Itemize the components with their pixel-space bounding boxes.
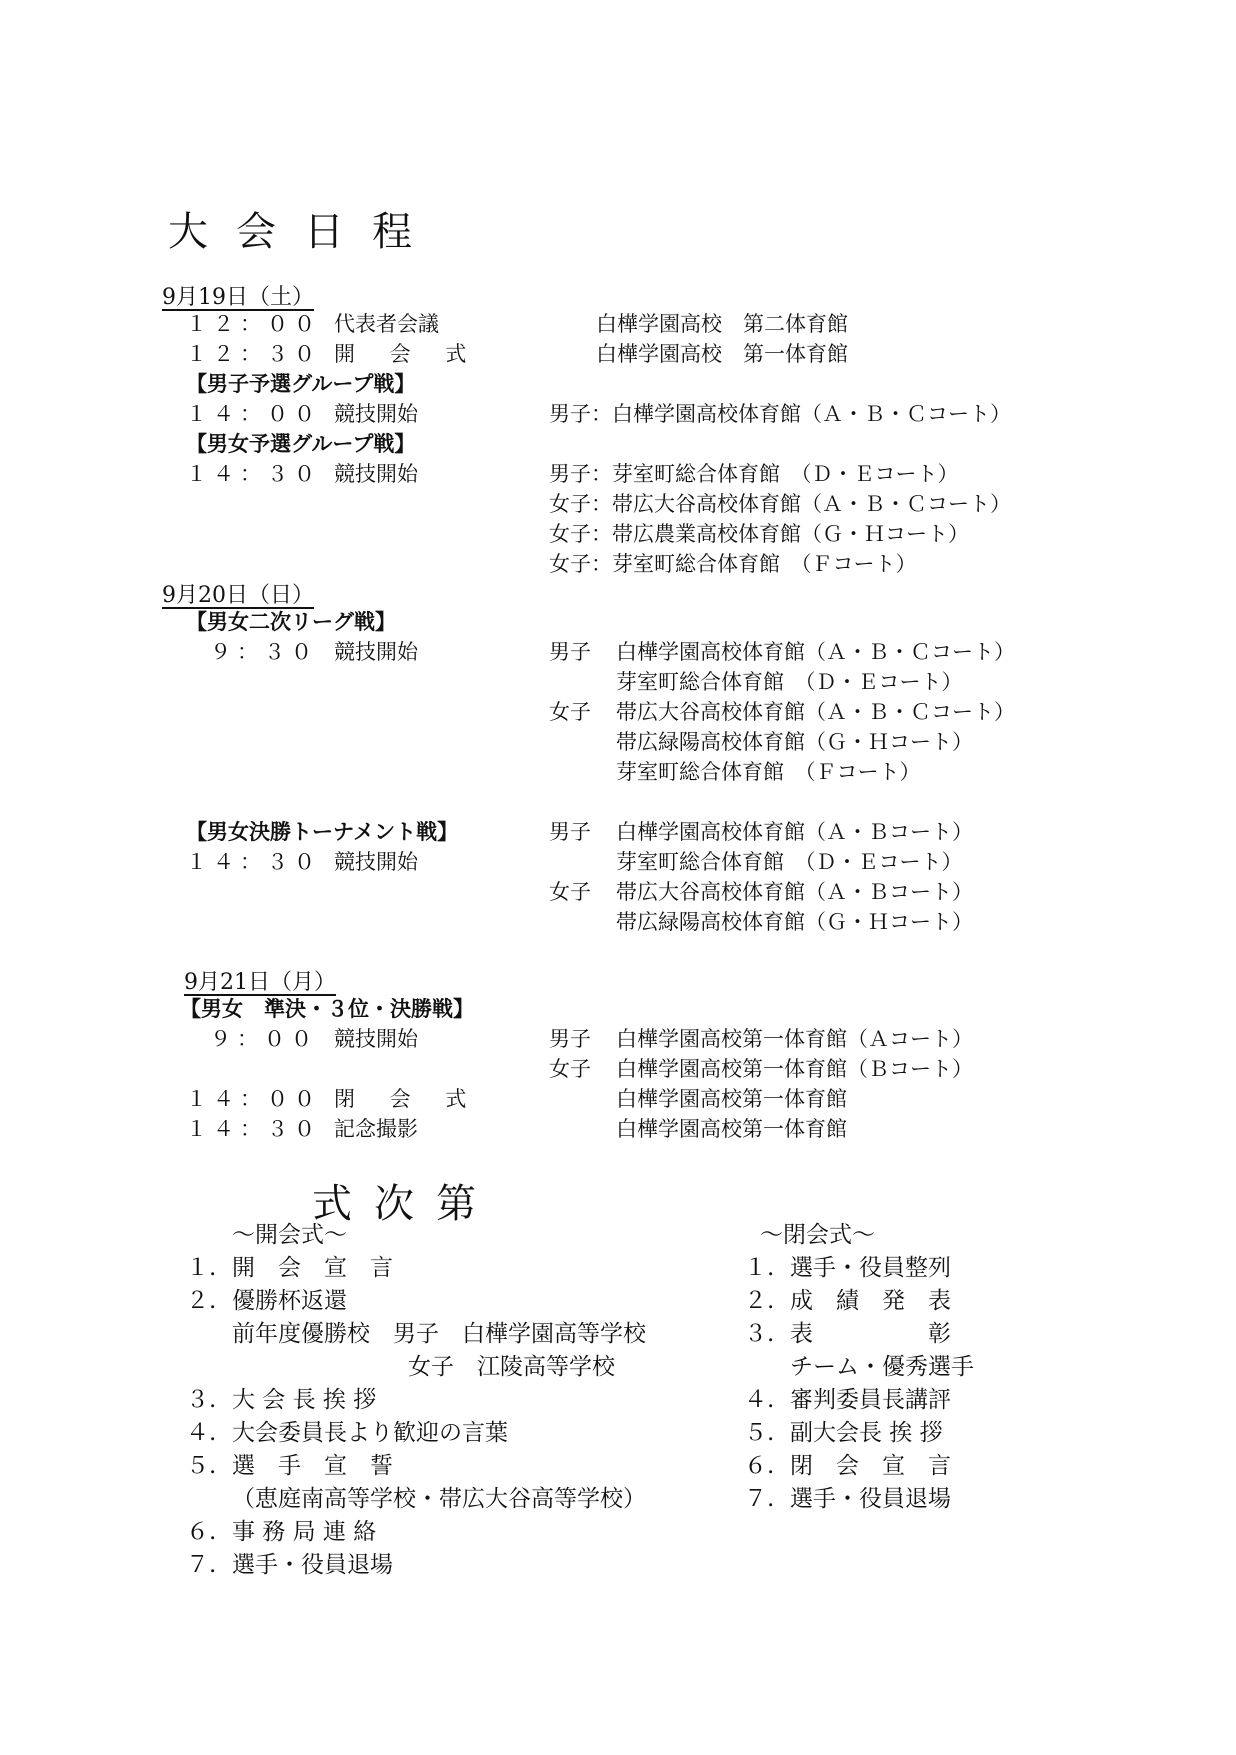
closing-heading: ～閉会式～ bbox=[760, 1222, 875, 1248]
closing-item: ７. 選手・役員退場 bbox=[744, 1486, 951, 1512]
section-heading: 【男女 準決・３位・決勝戦】 bbox=[180, 996, 474, 1021]
section-heading: 【男子予選グループ戦】 bbox=[186, 371, 416, 396]
event: 競技開始 bbox=[334, 1027, 418, 1051]
opening-item: ５. 選 手 宣 誓 bbox=[186, 1453, 393, 1479]
venue: 白樺学園高校第一体育館 bbox=[616, 1117, 847, 1141]
time: １４：３０ bbox=[186, 462, 321, 486]
venue: 白樺学園高校第一体育館 bbox=[616, 1087, 847, 1111]
venue-row: 女子：芽室町総合体育館 （Ｆコート） bbox=[549, 552, 917, 576]
section-heading: 【男女二次リーグ戦】 bbox=[186, 609, 396, 634]
venue-row: 女子：帯広農業高校体育館（Ｇ・Ｈコート） bbox=[549, 522, 969, 546]
section-heading: 【男女予選グループ戦】 bbox=[186, 431, 416, 456]
closing-item: １. 選手・役員整列 bbox=[744, 1255, 951, 1281]
venue: 帯広大谷高校体育館（Ａ・Ｂ・Ｃコート） bbox=[616, 700, 1015, 724]
gender: 男子 bbox=[549, 640, 591, 664]
opening-item: ７. 選手・役員退場 bbox=[186, 1552, 393, 1578]
gender: 男子 bbox=[549, 820, 591, 844]
event: 競技開始 bbox=[334, 402, 418, 426]
event: 競技開始 bbox=[334, 640, 418, 664]
event: 開 会 式 bbox=[334, 342, 481, 366]
venue-row: 帯広緑陽高校体育館（Ｇ・Ｈコート） bbox=[616, 910, 973, 934]
closing-item: ２. 成 績 発 表 bbox=[744, 1288, 951, 1314]
opening-item: ４. 大会委員長より歓迎の言葉 bbox=[186, 1420, 508, 1446]
venue: 帯広大谷高校体育館（Ａ・Ｂコート） bbox=[616, 880, 973, 904]
time: １２：３０ bbox=[186, 342, 321, 366]
venue: 白樺学園高校第一体育館（Ａコート） bbox=[616, 1027, 973, 1051]
event: 競技開始 bbox=[334, 462, 418, 486]
venue-row: 芽室町総合体育館 （Ｄ・Ｅコート） bbox=[616, 670, 963, 694]
closing-item: チーム・優秀選手 bbox=[790, 1354, 974, 1380]
opening-item: １. 開 会 宣 言 bbox=[186, 1255, 393, 1281]
opening-item: 前年度優勝校 男子 白樺学園高等学校 bbox=[232, 1321, 646, 1347]
event: 記念撮影 bbox=[334, 1117, 418, 1141]
opening-item: ６. 事 務 局 連 絡 bbox=[186, 1519, 377, 1545]
gender: 女子 bbox=[549, 1057, 591, 1081]
time: ９：３０ bbox=[210, 640, 318, 664]
closing-item: ６. 閉 会 宣 言 bbox=[744, 1453, 951, 1479]
venue: 白樺学園高校体育館（Ａ・Ｂコート） bbox=[616, 820, 973, 844]
closing-item: ４. 審判委員長講評 bbox=[744, 1387, 951, 1413]
section-heading: 【男女決勝トーナメント戦】 bbox=[186, 819, 459, 844]
ceremony-title: 式次第 bbox=[312, 1181, 498, 1227]
time: ９：００ bbox=[210, 1027, 318, 1051]
venue: 白樺学園高校 第二体育館 bbox=[596, 312, 848, 336]
opening-item: ３. 大 会 長 挨 拶 bbox=[186, 1387, 377, 1413]
venue: 芽室町総合体育館 （Ｄ・Ｅコート） bbox=[616, 850, 963, 874]
closing-item: ５. 副大会長 挨 拶 bbox=[744, 1420, 943, 1446]
venue: 白樺学園高校 第一体育館 bbox=[596, 342, 848, 366]
venue: 白樺学園高校体育館（Ａ・Ｂ・Ｃコート） bbox=[616, 640, 1015, 664]
day-heading-2: 9月20日（日） bbox=[162, 583, 314, 608]
time: １４：３０ bbox=[186, 850, 321, 874]
opening-item: （恵庭南高等学校・帯広大谷高等学校） bbox=[232, 1486, 646, 1512]
venue-row: 女子：帯広大谷高校体育館（Ａ・Ｂ・Ｃコート） bbox=[549, 492, 1011, 516]
venue: 白樺学園高校第一体育館（Ｂコート） bbox=[616, 1057, 973, 1081]
time: １４：００ bbox=[186, 402, 321, 426]
page-title: 大会日程 bbox=[168, 209, 440, 255]
gender: 女子 bbox=[549, 700, 591, 724]
venue: 男子：芽室町総合体育館 （Ｄ・Ｅコート） bbox=[549, 462, 959, 486]
opening-item: ２. 優勝杯返還 bbox=[186, 1288, 347, 1314]
event: 閉 会 式 bbox=[334, 1087, 481, 1111]
day-heading-3: 9月21日（月） bbox=[184, 970, 336, 995]
time: １４：３０ bbox=[186, 1117, 321, 1141]
closing-item: ３. 表 彰 bbox=[744, 1321, 951, 1347]
gender: 女子 bbox=[549, 880, 591, 904]
opening-item: 女子 江陵高等学校 bbox=[408, 1354, 615, 1380]
venue: 男子：白樺学園高校体育館（Ａ・Ｂ・Ｃコート） bbox=[549, 402, 1011, 426]
event: 代表者会議 bbox=[334, 312, 439, 336]
time: １４：００ bbox=[186, 1087, 321, 1111]
event: 競技開始 bbox=[334, 850, 418, 874]
day-heading-1: 9月19日（土） bbox=[162, 285, 314, 310]
gender: 男子 bbox=[549, 1027, 591, 1051]
time: １２：００ bbox=[186, 312, 321, 336]
opening-heading: ～開会式～ bbox=[232, 1222, 347, 1248]
venue-row: 帯広緑陽高校体育館（Ｇ・Ｈコート） bbox=[616, 730, 973, 754]
venue-row: 芽室町総合体育館 （Ｆコート） bbox=[616, 760, 921, 784]
